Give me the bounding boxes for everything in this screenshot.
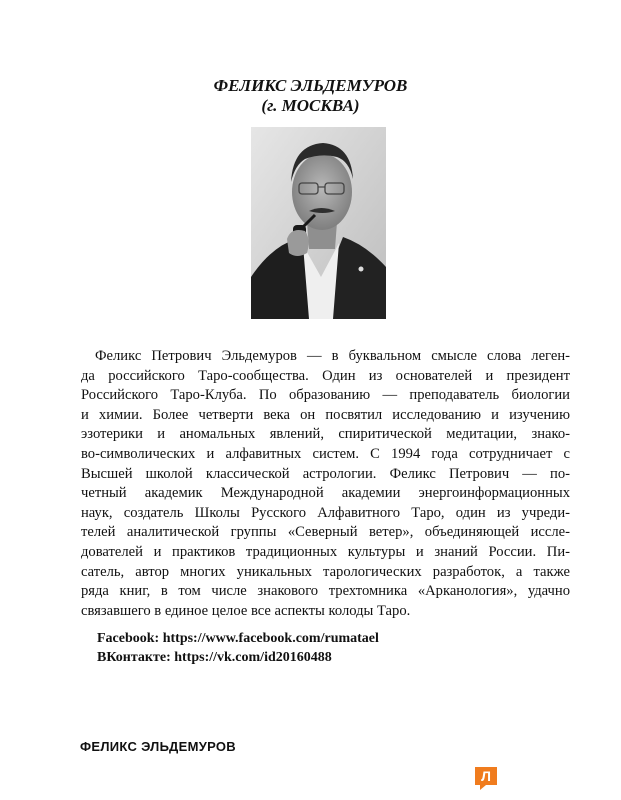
bio-line: Феликс Петрович Эльдемуров — в буквальном смысле слова леген- — [95, 348, 570, 364]
running-footer-title: ФЕЛИКС ЭЛЬДЕМУРОВ — [80, 739, 236, 754]
social-links — [97, 629, 379, 667]
publisher-logo-icon — [472, 765, 500, 791]
logo-letter: Л — [481, 768, 491, 784]
bio-line: сатель, автор многих уникальных тарологических разработок, а также — [81, 563, 570, 580]
bio-line: и химии. Более четверти века он посвятил исследованию и изучению — [81, 406, 570, 423]
author-biography — [81, 347, 570, 621]
author-name-heading: ФЕЛИКС ЭЛЬДЕМУРОВ — [213, 76, 408, 95]
facebook-link[interactable]: Facebook: https://www.facebook.com/rumatael — [97, 631, 379, 646]
bio-line: ряда книг, в том числе знакового трехтомника «Арканология», удачно — [81, 583, 570, 600]
author-portrait-photo — [251, 127, 386, 319]
bio-line: Российского Таро-Клуба. По образованию — преподаватель биологии — [81, 387, 570, 404]
bio-line: Высшей школой классической астрологии. Феликс Петрович — по- — [81, 465, 570, 482]
bio-line: да российского Таро-сообщества. Один из основателей и президент — [81, 367, 570, 384]
vk-link[interactable]: ВКонтакте: https://vk.com/id20160488 — [97, 650, 332, 665]
bio-line: четный академик Международной академии энергоинформационных — [81, 485, 570, 502]
bio-line: связавшего в единое целое все аспекты колоды Таро. — [81, 602, 411, 619]
bio-line: телей аналитической группы «Северный ветер», объединяющей иссле- — [81, 524, 570, 541]
bio-line: дователей и практиков традиционных культуры и знаний России. Пи- — [81, 543, 570, 560]
bio-line: эзотерики и аномальных явлений, спиритической медитации, знако- — [81, 426, 570, 443]
bio-line: наук, создатель Школы Русского Алфавитного Таро, один из учреди- — [81, 504, 570, 521]
bio-line: во-символических и алфавитных систем. С 1994 года сотрудничает с — [81, 445, 570, 462]
author-city-heading: (г. МОСКВА) — [261, 96, 360, 115]
